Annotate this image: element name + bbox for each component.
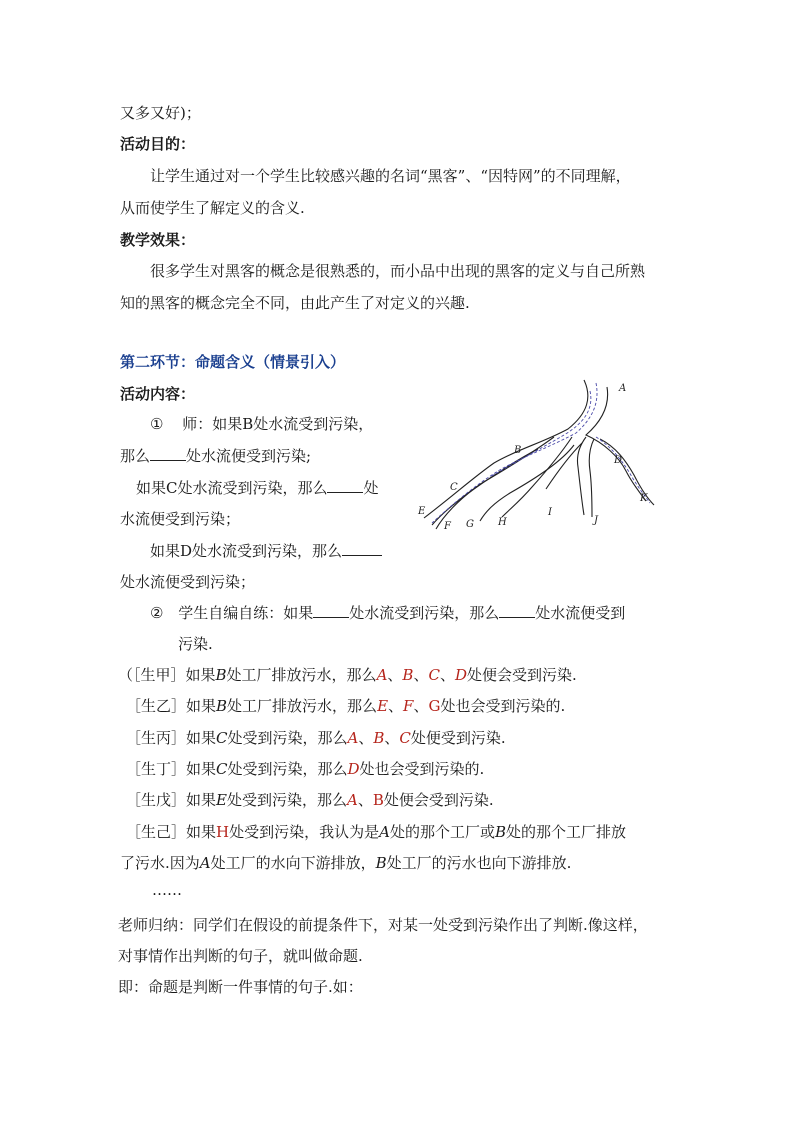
paragraph-line: 知的黑客的概念完全不同，由此产生了对定义的兴趣. [120,294,470,312]
question-1-line: 如果D处水流受到污染，那么 [150,541,382,561]
question-1-line: 如果C处水流受到污染，那么 处 [136,479,379,497]
question-1-line: ① 师：如果B处水流受到污染， [150,415,374,433]
student-answer-line: （［生甲］如果B处工厂排放污水，那么A、B、C、D处便会受到污染. [118,666,577,684]
paragraph-line: 让学生通过对一个学生比较感兴趣的名词“黑客”、“因特网”的不同理解， [150,167,631,185]
student-answer-line: ［生丙］如果C处受到污染，那么A、B、C处便受到污染. [126,729,506,747]
section-heading: 第二环节：命题含义（情景引入） [120,353,346,371]
label-H: H [498,517,507,528]
label-K: K [640,493,648,504]
student-answer-line: ［生丁］如果C处受到污染，那么D处也会受到污染的. [126,760,485,778]
label-C: C [450,482,458,493]
fill-blank [499,603,535,618]
student-answer-line: ［生乙］如果B处工厂排放污水，那么E、F、G处也会受到污染的. [126,697,566,715]
fill-blank [313,603,349,618]
student-answer-line: ［生戊］如果E处受到污染，那么A、B处便会受到污染. [126,791,494,809]
circled-number-1: ① [150,415,164,433]
teacher-summary-line: 对事情作出判断的句子，就叫做命题. [118,947,363,965]
label-J: J [594,515,599,526]
water-flow-lines [432,383,650,523]
river-point-labels [417,383,648,532]
student-answer-line: 了污水.因为A处工厂的水向下游排放，B处工厂的污水也向下游排放. [120,854,572,872]
fill-blank [327,478,363,493]
paragraph-line: 从而使学生了解定义的含义. [120,199,305,217]
teacher-summary-line: 即：命题是判断一件事情的句子.如： [118,978,363,996]
text-line: 又多又好)； [120,104,201,122]
label-B: B [514,445,522,456]
heading-activity-purpose: 活动目的： [120,135,196,153]
label-D: D [614,455,623,466]
label-F: F [444,521,451,532]
paragraph-line: 很多学生对黑客的概念是很熟悉的，而小品中出现的黑客的定义与自己所熟 [150,262,646,280]
label-G: G [466,519,474,530]
question-2-line: ② 学生自编自练：如果 处水流受到污染，那么 处水流便受到 [150,604,626,622]
river-diagram [414,377,666,533]
question-1-line: 水流便受到污染； [120,510,241,528]
circled-number-2: ② [150,604,164,622]
teacher-summary-line: 老师归纳：同学们在假设的前提条件下，对某一处受到污染作出了判断.像这样， [118,916,648,934]
label-A: A [619,383,627,394]
question-2-line: 污染. [178,635,213,653]
student-answer-line: ［生己］如果H处受到污染，我认为是A处的那个工厂或B处的那个工厂排放 [126,823,627,841]
heading-activity-content: 活动内容： [120,385,196,403]
label-I: I [548,507,552,518]
question-1-line: 处水流便受到污染； [120,573,256,591]
label-E: E [418,506,426,517]
heading-teaching-effect: 教学效果： [120,231,196,249]
question-1-line: 那么 处水流便受到污染; [120,447,312,465]
fill-blank [150,446,186,461]
fill-blank [342,541,382,556]
ellipsis: …… [152,881,182,899]
